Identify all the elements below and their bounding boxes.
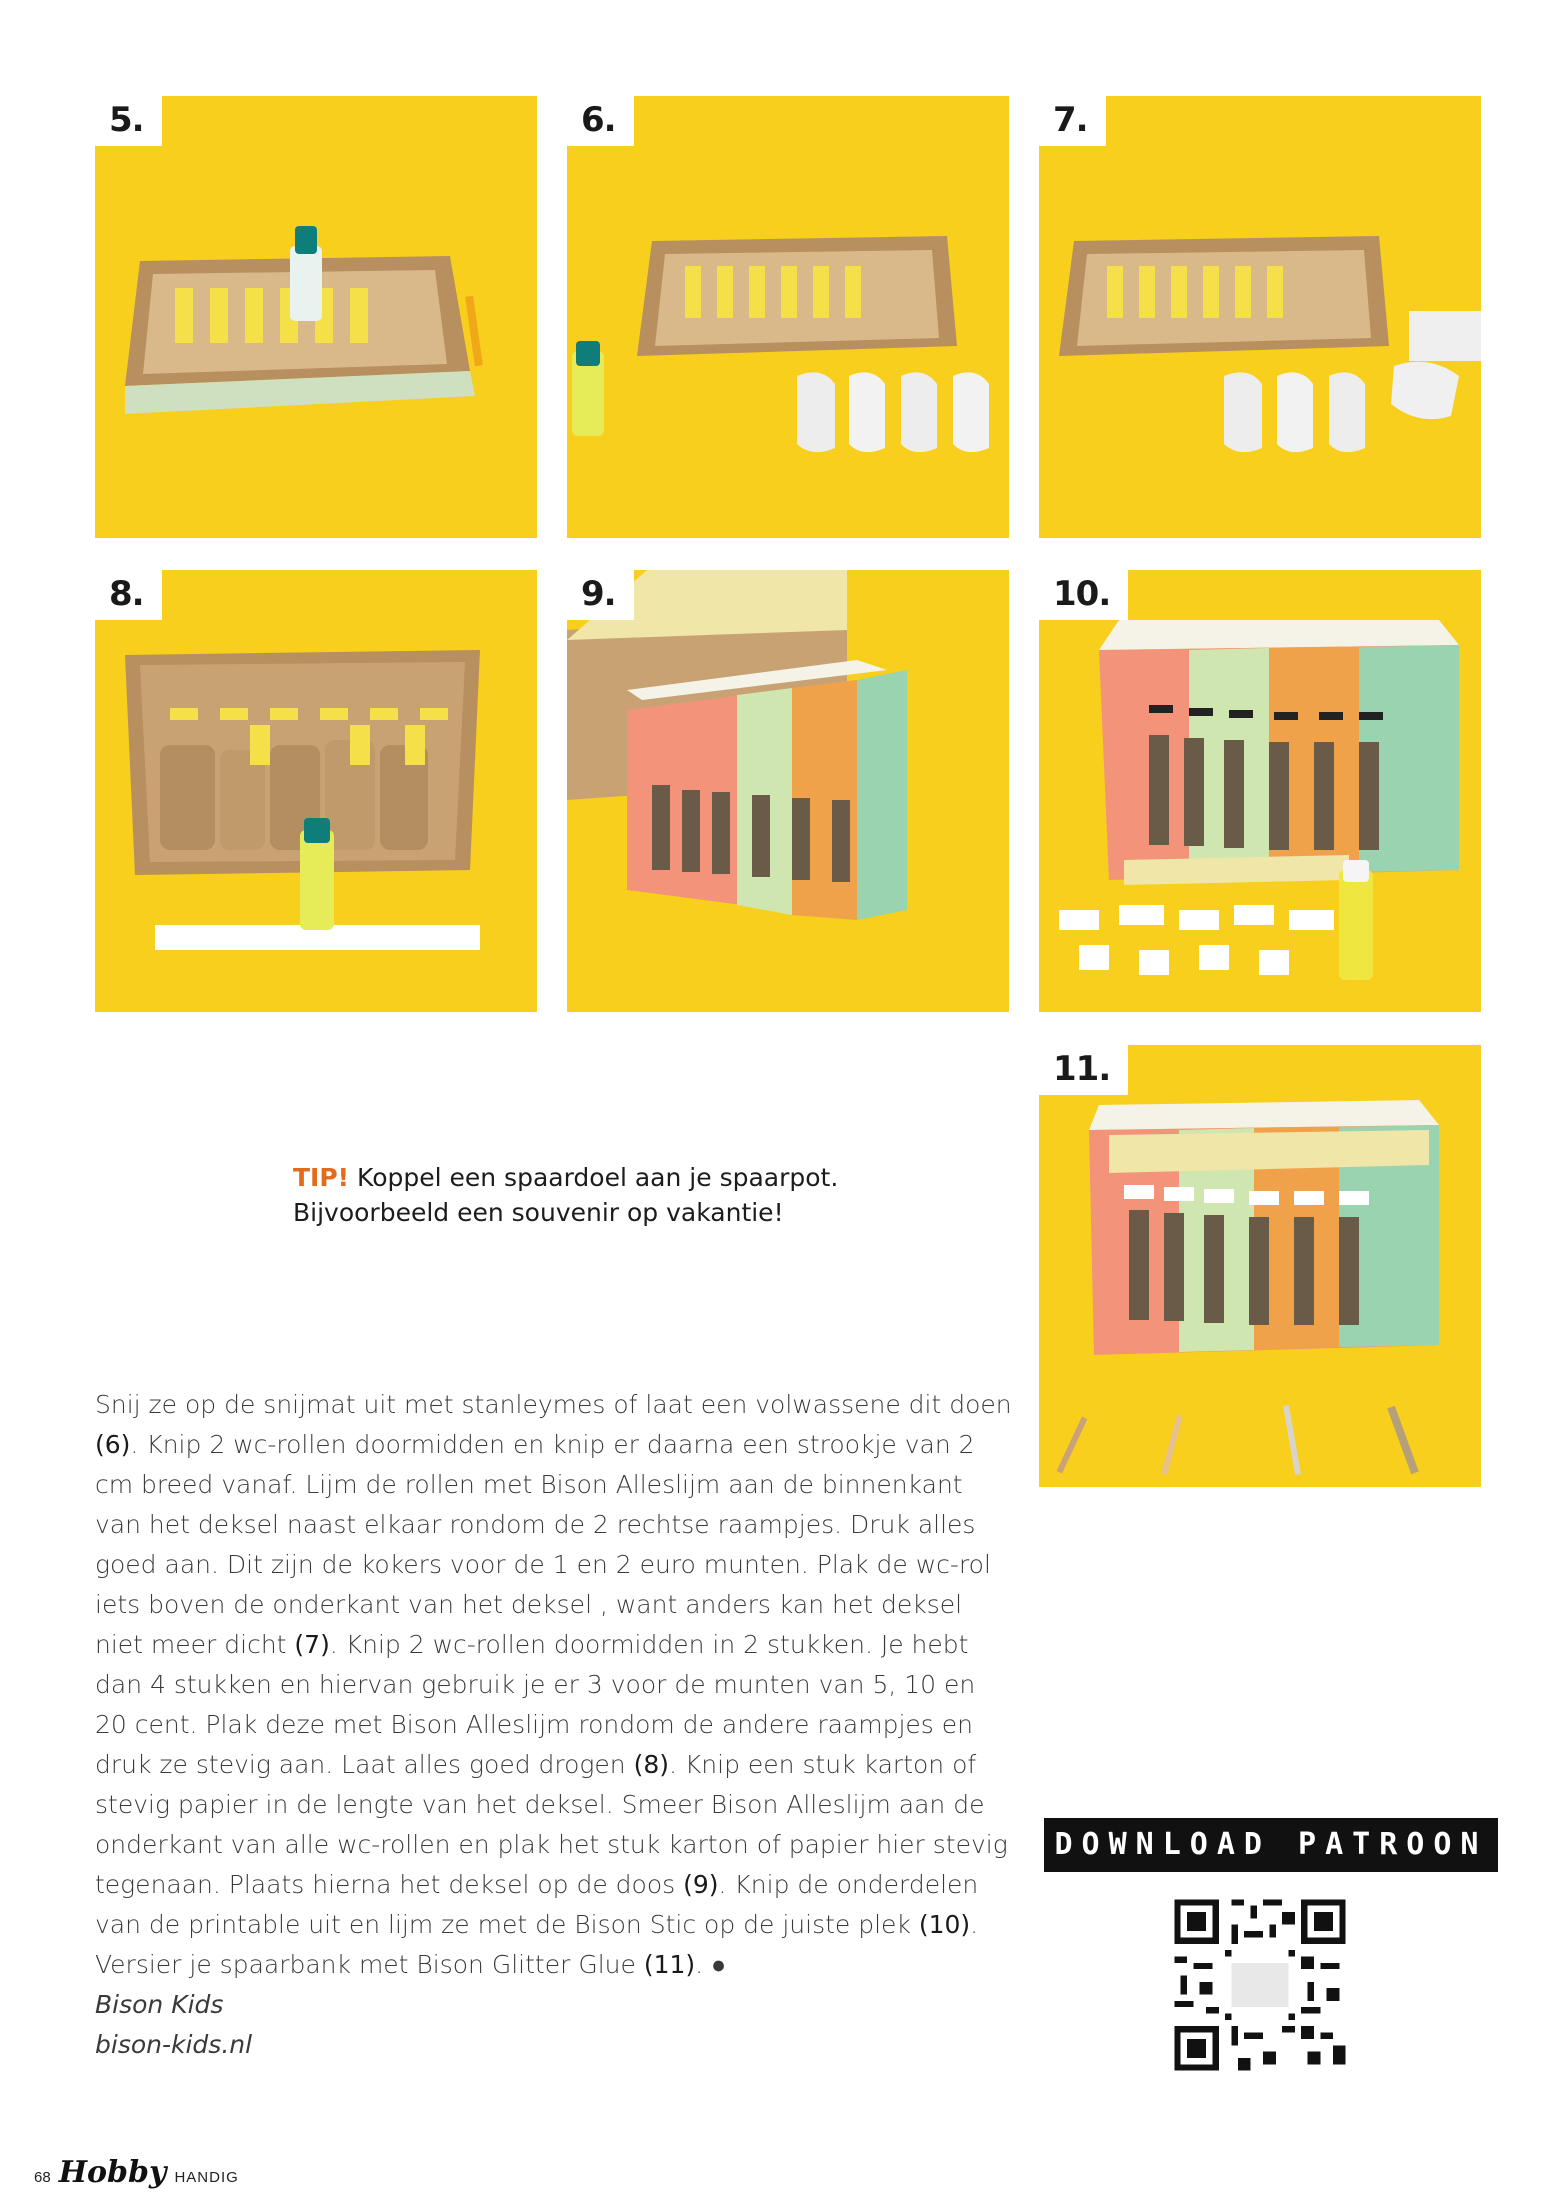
- text-run: . Knip een stuk karton of stevig papier in de lengte van het deksel. Smeer Bison Alleslijm aan de onderkant van alle wc-rollen en plak het stuk karton of papier hier stevig tegenaan. Plaats hierna het deksel op de doos: [95, 1750, 1008, 1899]
- download-pattern-button[interactable]: DOWNLOAD PATROON: [1044, 1818, 1498, 1872]
- step-9-label: 9.: [567, 570, 634, 620]
- page-number: 68: [34, 2169, 51, 2186]
- tip-box: [293, 1160, 853, 1230]
- credit-url[interactable]: bison-kids.nl: [95, 2030, 253, 2059]
- step-11-label: 11.: [1039, 1045, 1128, 1095]
- page-footer: [34, 2155, 239, 2190]
- step-9-photo: [567, 570, 1009, 1012]
- tip-text-1: Koppel een spaardoel aan je spaarpot.: [349, 1163, 839, 1192]
- step-7-label: 7.: [1039, 96, 1106, 146]
- step-ref-7: (7): [294, 1630, 330, 1659]
- magazine-logo-hobby: Hobby: [58, 2155, 167, 2190]
- step-5-photo: [95, 96, 537, 538]
- text-run: . ●: [695, 1950, 727, 1979]
- step-6-label: 6.: [567, 96, 634, 146]
- text-run: . Knip de onderdelen van de printable uit en lijm ze met de Bison Stic op de juiste plek: [95, 1870, 979, 1939]
- instructions-text: [95, 1385, 1015, 2065]
- step-ref-6: (6): [95, 1430, 131, 1459]
- tip-text-2: Bijvoorbeeld een souvenir op vakantie!: [293, 1198, 784, 1227]
- text-run: . Versier je spaarbank met Bison Glitter Glue: [95, 1910, 979, 1979]
- step-ref-9: (9): [683, 1870, 719, 1899]
- step-6-photo: [567, 96, 1009, 538]
- qr-code[interactable]: [1168, 1893, 1352, 2077]
- step-10-label: 10.: [1039, 570, 1128, 620]
- tip-line-1: [293, 1160, 853, 1195]
- step-5-label: 5.: [95, 96, 162, 146]
- step-7-photo: [1039, 96, 1481, 538]
- text-run: Snij ze op de snijmat uit met stanleymes of laat een volwassene dit doen: [95, 1390, 1012, 1419]
- credit-name: Bison Kids: [95, 1990, 224, 2019]
- magazine-logo-handig: HANDIG: [174, 2169, 239, 2186]
- step-ref-8: (8): [633, 1750, 670, 1779]
- step-11-photo: [1039, 1045, 1481, 1487]
- step-8-label: 8.: [95, 570, 162, 620]
- step-10-photo: [1039, 570, 1481, 1012]
- step-8-photo: [95, 570, 537, 1012]
- text-run: . Knip 2 wc-rollen doormidden en knip er daarna een strookje van 2 cm breed vanaf. Lijm de rollen met Bison Alleslijm aan de binnenkant van het deksel naast elkaar rondom de 2 rechtse raampjes. Druk alles goed aan. Dit zijn de kokers voor de 1 en 2 euro munten. Plak de wc-rol iets boven de onderkant van het deksel , want anders kan het deksel niet meer dicht: [95, 1430, 991, 1659]
- tip-heading: TIP!: [293, 1163, 350, 1192]
- step-ref-10: (10): [918, 1910, 971, 1939]
- text-run: . Knip 2 wc-rollen doormidden in 2 stukken. Je hebt dan 4 stukken en hiervan gebruik je er 3 voor de munten van 5, 10 en 20 cent. Plak deze met Bison Alleslijm rondom de andere raampjes en druk ze stevig aan. Laat alles goed drogen: [95, 1630, 976, 1779]
- step-ref-11: (11): [643, 1950, 696, 1979]
